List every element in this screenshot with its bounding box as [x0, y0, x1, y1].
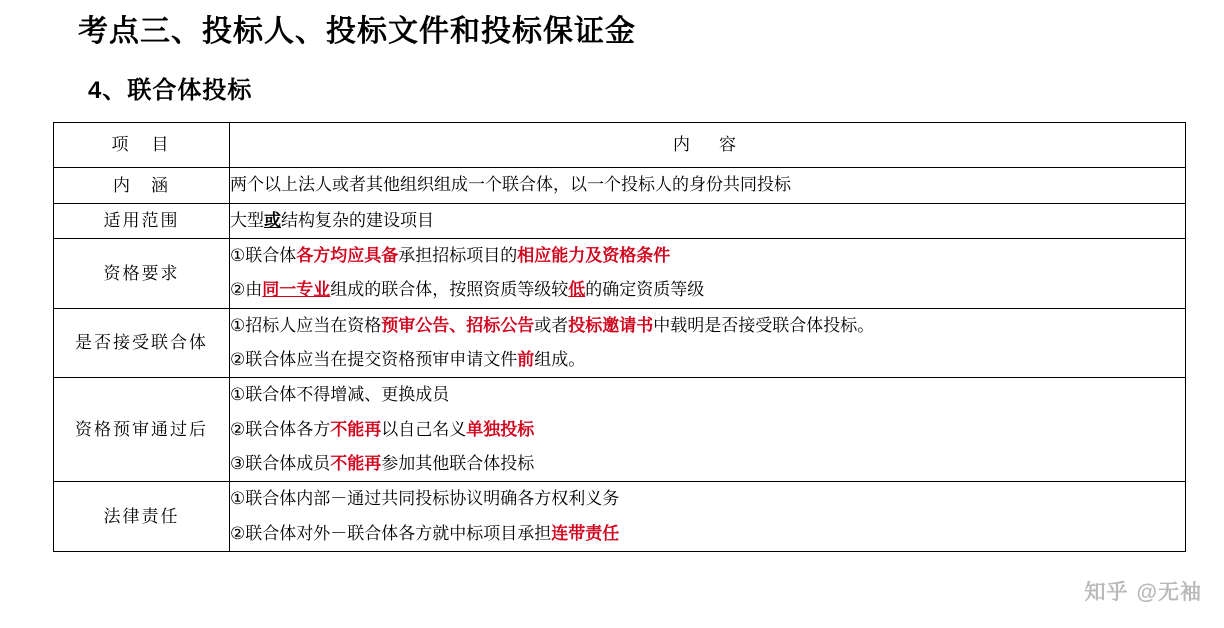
content-segment: 承担招标项目的 — [398, 246, 518, 266]
content-segment: 投标邀请书 — [568, 315, 654, 335]
content-segment: ①联合体不得增减、更换成员 — [230, 385, 450, 405]
content-segment: 不能再 — [330, 454, 382, 474]
table-row — [54, 168, 1186, 203]
content-line — [230, 239, 1185, 273]
content-segment: 中载明是否接受联合体投标。 — [653, 315, 875, 335]
content-segment: 结构复杂的建设项目 — [281, 210, 434, 230]
content-segment: ①联合体 — [230, 246, 297, 266]
content-segment: ②联合体应当在提交资格预审申请文件 — [230, 350, 518, 370]
table-row-content — [230, 482, 1186, 552]
content-line — [230, 273, 1185, 307]
content-segment: 单独投标 — [466, 419, 535, 439]
content-segment: 预审公告、招标公告 — [381, 315, 535, 335]
content-segment: ②由 — [230, 280, 263, 300]
content-line — [230, 482, 1185, 516]
table-row — [54, 378, 1186, 482]
content-line — [230, 204, 1185, 238]
content-line — [230, 378, 1185, 412]
content-line — [230, 168, 1185, 202]
table-row-content — [230, 308, 1186, 378]
page-title: 考点三、投标人、投标文件和投标保证金 — [78, 15, 636, 48]
content-segment: 低 — [568, 280, 586, 300]
zhihu-logo: 知乎 — [1084, 581, 1129, 604]
content-segment: 相应能力及资格条件 — [517, 246, 671, 266]
content-segment: 组成。 — [534, 350, 586, 370]
content-segment: 组成的联合体，按照资质等级较 — [330, 280, 569, 300]
content-segment: 同一专业 — [262, 280, 331, 300]
knowledge-table — [53, 122, 1186, 552]
table-row-item: 是否接受联合体 — [54, 308, 230, 378]
content-segment: ②联合体对外－联合体各方就中标项目承担 — [230, 523, 552, 543]
table-row-content — [230, 378, 1186, 482]
content-line — [230, 447, 1185, 481]
content-segment: 前 — [517, 350, 535, 370]
table-row — [54, 203, 1186, 238]
content-line — [230, 343, 1185, 377]
table-header-content: 内 容 — [230, 123, 1186, 168]
content-segment: 连带责任 — [551, 523, 620, 543]
table-row — [54, 308, 1186, 378]
content-segment: ③联合体成员 — [230, 454, 331, 474]
table-row — [54, 482, 1186, 552]
table-row-item: 法律责任 — [54, 482, 230, 552]
content-segment: 大型 — [230, 210, 264, 230]
content-segment: 或 — [264, 210, 281, 230]
content-line — [230, 413, 1185, 447]
content-segment: 各方均应具备 — [296, 246, 399, 266]
table-row-item: 资格要求 — [54, 239, 230, 309]
table-row-content — [230, 203, 1186, 238]
content-segment: 两个以上法人或者其他组织组成一个联合体，以一个投标人的身份共同投标 — [230, 175, 791, 195]
content-segment: 或者 — [534, 315, 569, 335]
table-header-row — [54, 123, 1186, 168]
table-row-content — [230, 239, 1186, 309]
table-row-content — [230, 168, 1186, 203]
table-body — [54, 123, 1186, 552]
table-row — [54, 239, 1186, 309]
content-segment: 以自己名义 — [381, 419, 467, 439]
content-segment: ②联合体各方 — [230, 419, 331, 439]
content-segment: 参加其他联合体投标 — [381, 454, 535, 474]
table-row-item: 资格预审通过后 — [54, 378, 230, 482]
content-segment: ①招标人应当在资格 — [230, 315, 382, 335]
table-header-item: 项 目 — [54, 123, 230, 168]
content-line — [230, 309, 1185, 343]
content-segment: ①联合体内部－通过共同投标协议明确各方权利义务 — [230, 489, 620, 509]
table-row-item: 内 涵 — [54, 168, 230, 203]
content-segment: 不能再 — [330, 419, 382, 439]
watermark — [1085, 576, 1202, 606]
content-segment: 的确定资质等级 — [585, 280, 705, 300]
section-title: 4、联合体投标 — [88, 77, 253, 104]
content-line — [230, 517, 1185, 551]
table-row-item: 适用范围 — [54, 203, 230, 238]
watermark-handle: @无袖 — [1136, 581, 1202, 604]
